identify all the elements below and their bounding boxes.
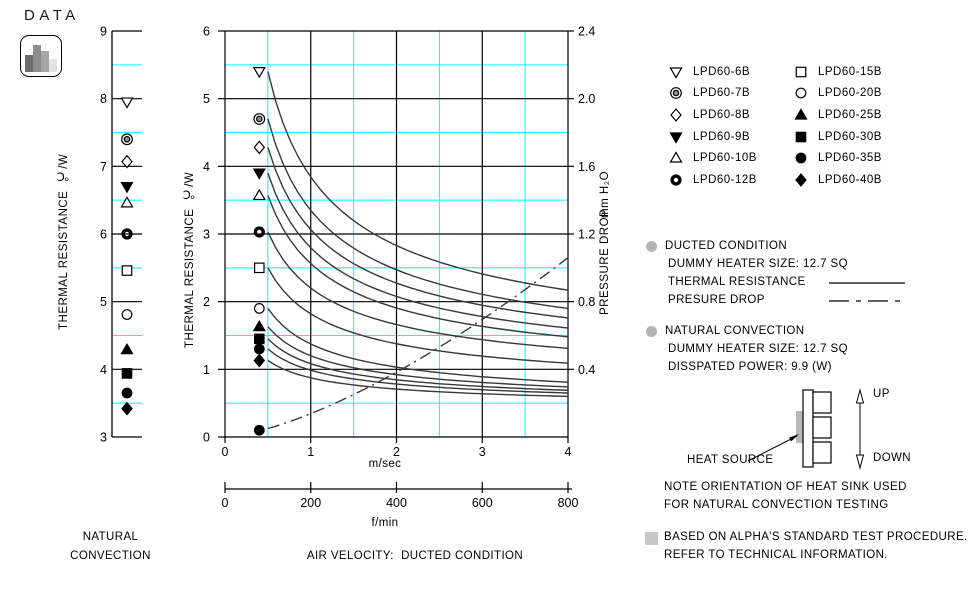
x2-axis-label: f/min xyxy=(371,517,399,529)
tri-down-open-icon xyxy=(671,68,682,78)
marker-double-circle-icon xyxy=(257,116,262,121)
legend-item-label: LPD60-9B xyxy=(693,130,751,143)
x2-tick-label: 400 xyxy=(386,496,407,510)
heatsink-fin xyxy=(813,392,831,413)
x2-tick-label: 600 xyxy=(471,496,493,510)
circle-open-icon xyxy=(793,85,809,101)
legend-item-label: LPD60-30B xyxy=(817,130,882,143)
tri-down-open-icon xyxy=(668,64,684,80)
legend-item-label: LPD60-15B xyxy=(817,65,882,78)
x-tick-label: 1 xyxy=(307,445,315,459)
arrowhead-down-icon xyxy=(857,455,864,468)
heatsink-fin xyxy=(813,442,831,463)
x-tick-label: 3 xyxy=(478,445,486,459)
curve-LPD60-35B xyxy=(268,349,568,393)
strip-y-tick-label: 4 xyxy=(100,362,107,377)
legend-item-label: LPD60-10B xyxy=(693,152,757,165)
footer-note-line2: REFER TO TECHNICAL INFORMATION. xyxy=(664,549,888,561)
marker-tri-down-filled-icon xyxy=(254,169,265,179)
strip-y-axis-label: THERMAL RESISTANCE ℃/W xyxy=(58,153,70,330)
marker-square-open-icon xyxy=(255,263,264,272)
tri-down-filled-icon xyxy=(671,133,682,143)
circle-filled-icon xyxy=(793,150,809,166)
legend-item xyxy=(793,169,882,191)
legend-item xyxy=(793,147,882,169)
legend-item xyxy=(668,169,757,191)
marker-circle-filled-icon xyxy=(254,344,264,354)
y2-tick-label: 1.2 xyxy=(578,227,596,242)
x-axis-label: m/sec xyxy=(368,458,402,470)
strip-caption-line2: CONVECTION xyxy=(70,550,151,562)
tri-up-open-icon xyxy=(671,153,682,163)
tri-up-open-icon xyxy=(668,150,684,166)
legend-item-label: LPD60-25B xyxy=(817,108,882,121)
natural-heater-size: DUMMY HEATER SIZE: 12.7 SQ xyxy=(668,343,848,355)
y-tick-label: 6 xyxy=(203,24,210,39)
ring-bold-icon xyxy=(668,172,684,188)
marker-double-circle-icon xyxy=(124,137,129,142)
legend-item-label: LPD60-7B xyxy=(693,87,751,100)
marker-tri-down-open-icon xyxy=(122,98,133,108)
dash-dot-line-key-icon xyxy=(828,298,906,304)
square-filled-icon xyxy=(793,129,809,145)
legend-column xyxy=(793,61,882,191)
heatsink-base xyxy=(803,390,813,467)
strip-y-tick-label: 7 xyxy=(100,159,107,174)
marker-diamond-open-icon xyxy=(254,141,264,153)
strip-y-tick-label: 3 xyxy=(100,430,107,445)
curve-LPD60-30B xyxy=(268,339,568,390)
legend-item xyxy=(668,83,757,105)
y-tick-label: 3 xyxy=(203,227,210,242)
legend-item xyxy=(793,61,882,83)
marker-square-filled-icon xyxy=(255,334,264,343)
marker-tri-up-filled-icon xyxy=(122,344,133,354)
up-label: UP xyxy=(873,388,890,400)
tri-down-filled-icon xyxy=(668,129,684,145)
orientation-note-line1: NOTE ORIENTATION OF HEAT SINK USED xyxy=(664,481,907,493)
down-label: DOWN xyxy=(873,452,912,464)
ducted-condition-title: DUCTED CONDITION xyxy=(665,240,788,252)
legend-item-label: LPD60-40B xyxy=(817,173,882,186)
gray-square-bullet-icon xyxy=(645,532,658,545)
y2-tick-label: 0.4 xyxy=(578,362,596,377)
pressure-drop-axis-label: PRESSURE DROP xyxy=(599,208,611,315)
marker-tri-up-open-icon xyxy=(122,197,133,207)
diamond-filled-icon xyxy=(796,174,806,186)
marker-ring-bold-icon xyxy=(255,228,263,236)
double-circle-icon xyxy=(673,91,678,96)
heat-source-shape xyxy=(796,411,803,443)
heatsink-fin xyxy=(813,417,831,438)
tri-up-filled-icon xyxy=(793,107,809,123)
x-tick-label: 4 xyxy=(564,445,572,459)
orientation-note-line2: FOR NATURAL CONVECTION TESTING xyxy=(664,499,889,511)
legend-item xyxy=(668,104,757,126)
y-tick-label: 2 xyxy=(203,295,210,310)
square-open-icon xyxy=(793,64,809,80)
marker-circle-open-icon xyxy=(122,310,132,320)
legend-item xyxy=(668,61,757,83)
y2-tick-label: 0.8 xyxy=(578,295,596,310)
legend-item xyxy=(793,126,882,148)
legend-item-label: LPD60-35B xyxy=(817,152,882,165)
marker-diamond-filled-icon xyxy=(254,355,264,367)
legend-item-label: LPD60-8B xyxy=(693,108,751,121)
circle-open-icon xyxy=(796,89,806,99)
pressure-drop-key-label: PRESURE DROP xyxy=(668,294,765,306)
marker-square-open-icon xyxy=(122,266,131,275)
natural-convection-title: NATURAL CONVECTION xyxy=(665,325,805,337)
conditions-panel xyxy=(640,240,955,390)
strip-caption-line1: NATURAL xyxy=(82,531,139,543)
marker-circle-open-icon xyxy=(254,304,264,314)
logo-text: DATA xyxy=(24,7,80,24)
x-tick-label: 2 xyxy=(393,445,400,459)
double-circle-icon xyxy=(668,85,684,101)
curve-LPD60-8B xyxy=(268,147,568,318)
pressure-drop-unit-label: mm H₂O xyxy=(599,170,611,218)
marker-diamond-filled-icon xyxy=(122,403,132,415)
marker-tri-down-filled-icon xyxy=(122,183,133,193)
legend-column xyxy=(668,61,757,191)
circle-filled-icon xyxy=(796,153,806,163)
series-legend xyxy=(668,61,882,191)
strip-y-tick-label: 5 xyxy=(100,295,107,310)
y-tick-label: 4 xyxy=(203,159,210,174)
main-y-axis-label: THERMAL RESISTANCE ℃/W xyxy=(184,171,196,348)
y-tick-label: 0 xyxy=(203,430,210,445)
strip-y-tick-label: 6 xyxy=(100,227,107,242)
marker-tri-up-open-icon xyxy=(254,190,265,200)
legend-item xyxy=(793,83,882,105)
ducted-heater-size: DUMMY HEATER SIZE: 12.7 SQ xyxy=(668,258,848,270)
y-tick-label: 5 xyxy=(203,92,210,107)
y2-tick-label: 2.4 xyxy=(578,24,596,39)
square-open-icon xyxy=(796,67,805,76)
x2-tick-label: 800 xyxy=(557,496,579,510)
x2-tick-label: 200 xyxy=(300,496,322,510)
marker-circle-filled-icon xyxy=(122,388,132,398)
gray-bullet-icon xyxy=(646,326,657,337)
strip-y-tick-label: 8 xyxy=(100,92,107,107)
curve-LPD60-7B xyxy=(268,119,568,308)
legend-item-label: LPD60-12B xyxy=(693,173,757,186)
x2-tick-label: 0 xyxy=(221,496,229,510)
solid-line-key-icon xyxy=(828,280,906,286)
legend-item-label: LPD60-20B xyxy=(817,87,882,100)
marker-tri-down-open-icon xyxy=(254,68,265,78)
y-tick-label: 1 xyxy=(203,362,210,377)
strip-y-tick-label: 9 xyxy=(100,24,107,39)
x-tick-label: 0 xyxy=(221,445,229,459)
square-filled-icon xyxy=(796,132,805,141)
y2-tick-label: 2.0 xyxy=(578,92,596,107)
main-chart-caption: AIR VELOCITY: DUCTED CONDITION xyxy=(306,550,524,562)
gray-bullet-icon xyxy=(646,241,657,252)
dissipated-power: DISSPATED POWER: 9.9 (W) xyxy=(668,361,832,373)
curve-LPD60-9B xyxy=(268,173,568,328)
arrowhead-up-icon xyxy=(857,390,864,403)
ring-bold-icon xyxy=(672,176,680,184)
marker-tri-up-filled-icon xyxy=(254,321,265,331)
curve-LPD60-6B xyxy=(268,72,568,291)
legend-item-label: LPD60-6B xyxy=(693,65,751,78)
legend-item xyxy=(668,147,757,169)
diamond-open-icon xyxy=(668,107,684,123)
thermal-resistance-key-label: THERMAL RESISTANCE xyxy=(668,276,806,288)
footer-note-line1: BASED ON ALPHA'S STANDARD TEST PROCEDURE. xyxy=(664,531,968,543)
legend-item xyxy=(793,104,882,126)
marker-circle-filled-icon xyxy=(254,425,264,435)
diamond-filled-icon xyxy=(793,172,809,188)
y2-tick-label: 1.6 xyxy=(578,159,596,174)
marker-square-filled-icon xyxy=(122,369,131,378)
legend-item xyxy=(668,126,757,148)
heat-source-label: HEAT SOURCE xyxy=(687,454,774,466)
tri-up-filled-icon xyxy=(795,109,806,119)
diamond-open-icon xyxy=(671,109,681,121)
